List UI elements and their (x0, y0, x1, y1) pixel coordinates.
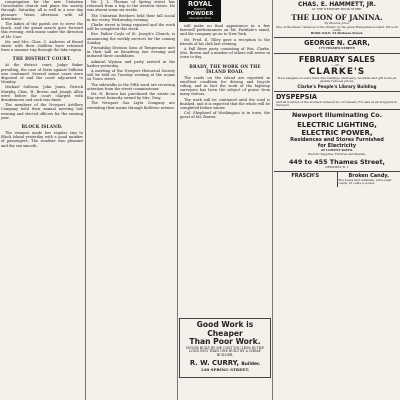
builder-name (183, 359, 267, 367)
illuminating-address: 449 to 455 Thames Street, (288, 157, 385, 166)
carr-address: 175 THAMES STREET. (318, 46, 356, 51)
frasch-name: FRASCH'S (291, 173, 320, 180)
powder-ad-line: ROYAL (188, 0, 212, 8)
builder-ad-headline: Than Poor Work. (189, 337, 261, 347)
candy-ad (274, 172, 400, 187)
column-1 (0, 0, 84, 400)
article-paragraph: The sidewalks in the Fifth ward are receiving attention from the street commissioner. (87, 82, 175, 91)
builder-ad (179, 318, 271, 378)
illuminating-company: Newport Illuminating Co. (291, 111, 383, 120)
article-paragraph: The Unitarian Brothers held their fall social in the vestry, Wednesday evening. (87, 13, 175, 22)
book-description: One of the finest romances of the Orient, by the great Hungarian novelist. Price 50 cents. (276, 24, 399, 32)
clarkes-description: Book bargains of every kind, fine bindings, stationery, novelties and gift books at greatly reduced prices. (277, 76, 397, 84)
column-2 (86, 0, 176, 400)
powder-ad-line: BAKING (194, 7, 206, 11)
book-sale-address: BOOK SALE, 23 Bellevue Street. (310, 31, 364, 36)
powder-ad-line: POWDER (186, 11, 214, 17)
builder-title: Builder. (241, 361, 261, 367)
article-paragraph: Michael Sullivan, John Jones, Patrick Murphy, Chas. H. Brown and Joseph Allen were before the court charged with drunkenness and each was fined. (1, 85, 83, 103)
illuminating-ad (274, 110, 400, 172)
broken-candy-text: Box boxes and caramels, pure sugar candy, 10 cents a pound. (338, 178, 392, 186)
electric-line: ELECTRIC POWER, (301, 129, 373, 138)
february-sales-ad (274, 54, 400, 92)
bookstore-name: CHAS. E. HAMMETT, JR. (297, 1, 376, 8)
article-paragraph: The members of the Newport Artillery Company held their annual meeting last evening and elected officers for the ensuing year. (1, 103, 83, 120)
section-heading: BRADY, THE WORK ON THE ISLAND ROAD. (189, 63, 261, 74)
article-paragraph: Friendship Division Sons of Temperance met in their hall on Broadway last evening and initiated three candidates. (87, 46, 175, 59)
february-sales-title: FEBRUARY SALES (298, 54, 376, 64)
frasch-ad (274, 172, 338, 187)
broken-candy-title: Broken Candy. (348, 173, 389, 180)
electric-line: Electric Supplies, Fixtures and Shades. (308, 151, 366, 156)
article-paragraph: The Newport Gas Light Company are extending their mains through Bellevue avenue. (87, 101, 175, 110)
dyspepsia-text: And all troubles of the stomach relieved by our remedy. For sale at all druggists in Newport. (276, 99, 397, 107)
electric-line: AT LOWEST RATES. (320, 148, 354, 153)
section-heading: BLOCK ISLAND. (21, 124, 63, 130)
baking-powder-ad (179, 0, 221, 22)
article-paragraph: Mr. and Mrs. Chas. C. Andrews of Broad street with their children have returned from a summer trip through the lake region. (1, 39, 83, 53)
article-paragraph: Admiral Wyman and party arrived in the harbor yesterday. (87, 59, 175, 68)
builder-name-text: R. W. CURRY, (189, 358, 239, 367)
builder-ad-text: HOUSE BUILT BY ME COST YOU LESS IN THE LONG RUN THAN ONE BUILT BY A CHEAP BUILDER. (186, 345, 264, 357)
dyspepsia-title: DYSPEPSIA (276, 92, 317, 101)
electric-line: ELECTRIC LIGHTING, (297, 121, 377, 130)
builder-address: 148 SPRING STREET. (200, 366, 250, 372)
article-paragraph: Mr. J. L. Thomas of Spring street has returned from a trip to the western states. He was absent some six weeks. (87, 0, 175, 13)
clarkes-name: CLARKE'S (308, 67, 366, 78)
carr-ad (274, 38, 400, 53)
article-paragraph: The work will be continued until the road is finished, and it is expected that the whole will be completed before winter. (180, 97, 270, 111)
february-sales-at: — AT — (331, 62, 343, 67)
bookstore-ad (274, 0, 400, 38)
broken-candy-ad (338, 172, 400, 187)
column-3-articles (179, 0, 271, 248)
article-paragraph: At the district court, Judge Baker presiding, the case of State against Sullivan was continued. Several minor cases were disposed of and the court adjourned to Monday. (1, 63, 83, 85)
dyspepsia-ad (274, 92, 400, 111)
article-paragraph: The ladies of the parish are to serve the lunch, and the grand march goes forward this evening, with music under the direction of Mr. Carr. (1, 22, 83, 39)
article-paragraph: Clarke street is being repaired and the work will be completed this week. (87, 23, 175, 32)
article-paragraph: The roads on the island are reported in excellent condition for driving and bicycle riding, and in fact the work of the highway surveyors has been the subject of praise from many visitors. (180, 75, 270, 97)
column-4-ads (274, 0, 400, 400)
column-rule (177, 0, 178, 400)
builder-ad-headline: Good Work is Cheaper (196, 320, 254, 338)
article-paragraph: Rev. Father Coyle of St. Joseph's Church, is announcing the weekly services for the coming Sunday. (87, 32, 175, 45)
column-rule (272, 0, 273, 400)
clarkes-library: Clarke's People's Library Building (297, 83, 377, 89)
article-paragraph: Mr. Fred. E. Tilley gave a reception to the friends of his club last evening. (180, 37, 270, 46)
illuminating-city: NEWPORT, R. I. (325, 164, 349, 169)
book-title: THE LION OF JANINA. (291, 13, 383, 23)
article-paragraph: A Fall River party consisting of Wm. Clarke, Mrs. Brown and a number of others will arrive in town to-day. (180, 47, 270, 60)
article-paragraph: Col. Shepherd of Washington is in town, the guest of Mr. Bowen. (180, 111, 270, 120)
electric-line: Residences and Stores Furnished (290, 137, 384, 144)
article-paragraph: will make no final appearance in a few farewell performances on Mr. Pastdale's stand, and the company go on to New York. (180, 24, 270, 37)
carr-name: GEORGE N. CARR, (304, 39, 370, 48)
book-author: By Maurus Jokai. (324, 21, 350, 26)
article-paragraph: The steamer made her regular trip to Block Island yesterday with a good number of passengers. The weather was pleasant and the sea smooth. (1, 131, 83, 148)
article-paragraph: congregation for the new Unitarian Universalist church and plans the society through. Saturday, all is well in a new day pleasure. Warm afternoon with all attendance. (1, 0, 83, 21)
electric-line: for Electricity (317, 143, 357, 150)
section-heading: THE DISTRICT COURT. (12, 56, 72, 62)
powder-ad-line: Absolutely Pure (188, 16, 212, 20)
bookstore-sub: AT THE NEWPORT BOOK STORE. (311, 7, 363, 11)
article-paragraph: Mr. H. Bowen has purchased the estate on Kay street formerly owned by Mrs. Gray. (87, 92, 175, 101)
article-paragraph: A meeting of the Newport Historical Society will be held on Tuesday evening at the rooms on Touro street. (87, 69, 175, 82)
